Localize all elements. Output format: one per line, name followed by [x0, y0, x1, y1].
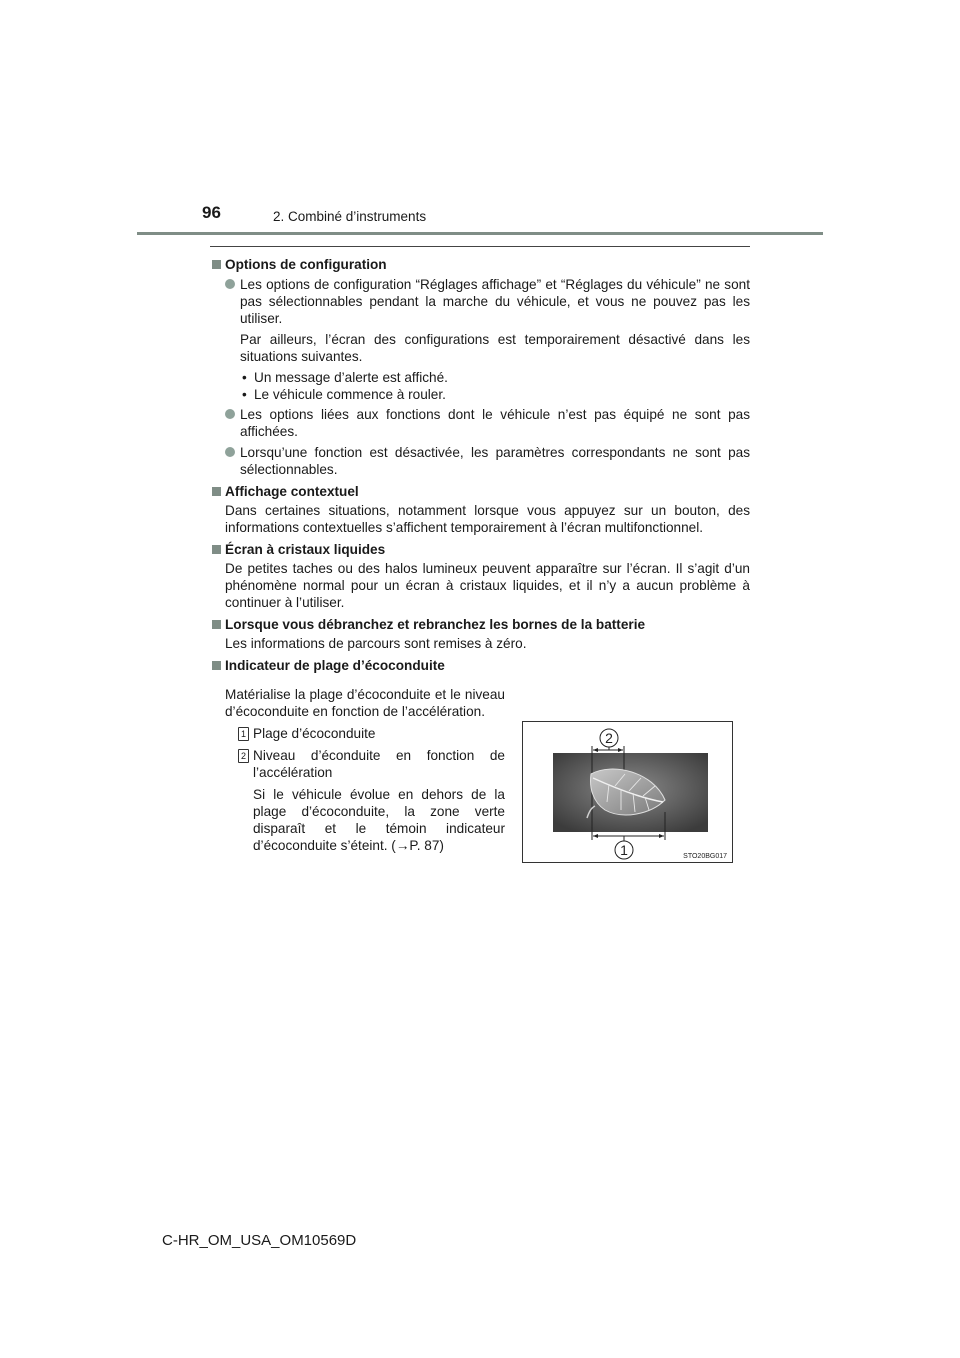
heading-text: Lorsque vous débranchez et rebranchez les bornes de la batterie — [225, 617, 646, 632]
dot-mark: • — [242, 387, 247, 402]
eco-indicator-figure — [522, 721, 733, 863]
square-bullet-icon — [212, 661, 221, 670]
bullet-text: Les options liées aux fonctions dont le véhicule n’est pas équipé ne sont pas affichées. — [240, 407, 750, 439]
number-badge: 1 — [238, 727, 249, 741]
numbered-item — [225, 725, 505, 742]
section-rule — [210, 246, 750, 247]
numbered-item — [225, 747, 505, 781]
heading-eco — [212, 657, 750, 674]
paragraph: Matérialise la plage d’écoconduite et le niveau d’écoconduite en fonction de l’accélération. — [225, 687, 505, 719]
eco-indicator-illustration — [523, 722, 732, 862]
square-bullet-icon — [212, 487, 221, 496]
numbered-item-text: Plage d’écoconduite — [253, 726, 376, 741]
square-bullet-icon — [212, 620, 221, 629]
numbered-item-text: Niveau d’éconduite en fonction de l’accélération — [253, 748, 505, 780]
bullet-text: Les options de configuration “Réglages affichage” et “Réglages du véhicule” ne sont pas sélectionnables pendant la marche du véhicule, et vous ne pouvez pas les utiliser. — [240, 277, 750, 326]
heading-text: Écran à cristaux liquides — [225, 542, 386, 557]
sub-item-text: Le véhicule commence à rouler. — [254, 387, 446, 402]
heading-battery — [212, 616, 750, 633]
bullet-item — [212, 444, 750, 478]
heading-lcd — [212, 541, 750, 558]
heading-text: Indicateur de plage d’écoconduite — [225, 658, 445, 673]
document-code: C-HR_OM_USA_OM10569D — [162, 1232, 357, 1249]
paragraph: Si le véhicule évolue en dehors de la plage d’écoconduite, la zone verte disparaît et le témoin indicateur d’écoconduite s’éteint. (→P. 87) — [253, 787, 505, 853]
dot-mark: • — [242, 370, 247, 385]
number-badge: 2 — [238, 749, 249, 763]
paragraph: Dans certaines situations, notamment lorsque vous appuyez sur un bouton, des informations contextuelles s’affichent temporairement à l’écran multifonctionnel. — [225, 503, 750, 535]
chapter-title: 2. Combiné d’instruments — [273, 209, 427, 224]
heading-options — [212, 256, 750, 273]
round-bullet-icon — [225, 409, 235, 419]
paragraph: Les informations de parcours sont remises à zéro. — [225, 636, 527, 651]
bullet-item — [212, 276, 750, 327]
bullet-text: Lorsqu’une fonction est désactivée, les paramètres correspondants ne sont pas sélectionnables. — [240, 445, 750, 477]
square-bullet-icon — [212, 545, 221, 554]
header-rule — [137, 232, 823, 235]
paragraph: De petites taches ou des halos lumineux peuvent apparaître sur l’écran. Il s’agit d’un phénomène normal pour un écran à cristaux liquides, et il n’y a aucun problème à continuer à l’utiliser. — [225, 561, 750, 610]
paragraph: Par ailleurs, l’écran des configurations est temporairement désactivé dans les situations suivantes. — [240, 332, 750, 364]
eco-text — [225, 680, 505, 854]
sub-item — [212, 386, 750, 403]
sub-item-text: Un message d’alerte est affiché. — [254, 370, 448, 385]
figure-code: STO20BG017 — [683, 853, 727, 860]
square-bullet-icon — [212, 260, 221, 269]
round-bullet-icon — [225, 279, 235, 289]
sub-item — [212, 369, 750, 386]
callout-2: 2 — [605, 730, 613, 746]
heading-text: Options de configuration — [225, 257, 387, 272]
page-number: 96 — [202, 203, 221, 222]
bullet-item — [212, 406, 750, 440]
heading-popup — [212, 483, 750, 500]
round-bullet-icon — [225, 447, 235, 457]
heading-text: Affichage contextuel — [225, 484, 359, 499]
callout-1: 1 — [620, 842, 628, 858]
